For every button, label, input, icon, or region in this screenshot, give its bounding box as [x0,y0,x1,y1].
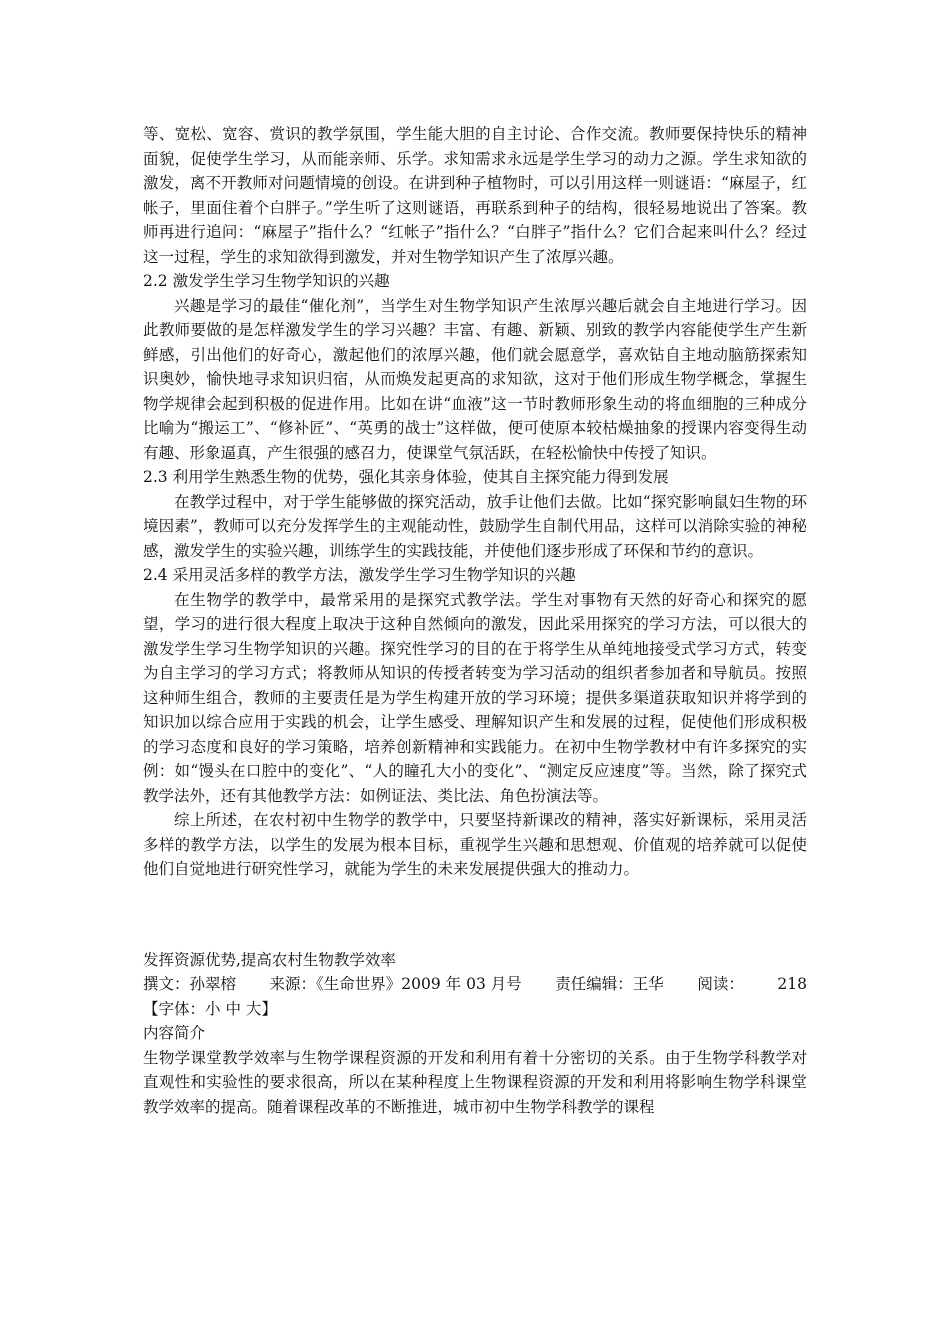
font-size-prefix: 【字体： [143,999,206,1018]
summary-heading: 内容简介 [143,1024,206,1042]
article-paragraph: 在教学过程中，对于学生能够做的探究活动，放手让他们去做。比如“探究影响鼠妇生物的环境因素”，教师可以充分发挥学生的主观能动性，鼓励学生自制代用品，这样可以消除实验的神秘感，激发学生的实验兴趣，训练学生的实践技能，并使他们逐步形成了环保和节约的意识。 [143,492,807,560]
section-heading-2-2: 2.2 激发学生学习生物学知识的兴趣 [143,272,390,290]
article-meta [143,972,807,997]
article-paragraph: 兴趣是学习的最佳“催化剂”，当学生对生物学知识产生浓厚兴趣后就会自主地进行学习。因此教师要做的是怎样激发学生的学习兴趣？丰富、有趣、新颖、别致的教学内容能使学生产生新鲜感，引出他们的好奇心，激起他们的浓厚兴趣，他们就会愿意学，喜欢钻自主地动脑筋探索知识奥妙，愉快地寻求知识归宿，从而焕发起更高的求知欲，这对于他们形成生物学概念，掌握生物学规律会起到积极的促进作用。比如在讲“血液”这一节时教师形象生动的将血细胞的三种成分比喻为“搬运工”、“修补匠”、“英勇的战士”这样做，便可使原本较枯燥抽象的授课内容变得生动有趣、形象逼真，产生很强的感召力，使课堂气氛活跃，在轻松愉快中传授了知识。 [143,296,807,462]
font-size-controls [143,997,807,1022]
section-heading-2-4: 2.4 采用灵活多样的教学方法，激发学生学习生物学知识的兴趣 [143,566,576,584]
section-spacer [143,882,807,948]
font-small-link[interactable]: 小 [205,999,221,1018]
reads-count: 218 [777,975,807,993]
author-label: 撰文：孙翠榕 [143,975,237,993]
font-large-link[interactable]: 大 [245,999,262,1018]
font-size-suffix: 】 [261,999,277,1018]
conclusion-paragraph: 综上所述，在农村初中生物学的教学中，只要坚持新课改的精神，落实好新课标，采用灵活多样的教学方法，以学生的发展为根本目标，重视学生兴趣和思想观、价值观的培养就可以促使他们自觉地进行研究性学习，就能为学生的未来发展提供强大的推动力。 [143,811,807,878]
reads-label: 阅读： [697,975,744,993]
source-label: 来源：《生命世界》2009 年 03 月号 [269,975,522,993]
editor-label: 责任编辑：王华 [555,975,664,993]
document-page [143,122,807,1119]
article-paragraph: 等、宽松、宽容、赏识的教学氛围，学生能大胆的自主讨论、合作交流。教师要保持快乐的精神面貌，促使学生学习，从而能亲师、乐学。求知需求永远是学生学习的动力之源。学生求知欲的激发，离不开教师对问题情境的创设。在讲到种子植物时，可以引用这样一则谜语：“麻屋子，红帐子，里面住着个白胖子。”学生听了这则谜语，再联系到种子的结构，很轻易地说出了答案。教师再进行追问：“麻屋子”指什么？“红帐子”指什么？“白胖子”指什么？它们合起来叫什么？经过这一过程，学生的求知欲得到激发，并对生物学知识产生了浓厚兴趣。 [143,125,807,266]
article-title: 发挥资源优势,提高农村生物教学效率 [143,950,396,969]
summary-paragraph: 生物学课堂教学效率与生物学课程资源的开发和利用有着十分密切的关系。由于生物学科教学对直观性和实验性的要求很高，所以在某种程度上生物课程资源的开发和利用将影响生物学科课堂教学效率的提高。随着课程改革的不断推进，城市初中生物学科教学的课程 [143,1048,807,1116]
section-heading-2-3: 2.3 利用学生熟悉生物的优势，强化其亲身体验，使其自主探究能力得到发展 [143,468,669,486]
article-paragraph: 在生物学的教学中，最常采用的是探究式教学法。学生对事物有天然的好奇心和探究的愿望，学习的进行很大程度上取决于这种自然倾向的激发，因此采用探究的学习方法，可以很大的激发学生学习生物学知识的兴趣。探究性学习的目的在于将学生从单纯地接受式学习方式，转变为自主学习的学习方式；将教师从知识的传授者转变为学习活动的组织者参加者和导航员。按照这种师生组合，教师的主要责任是为学生构建开放的学习环境；提供多渠道获取知识并将学到的知识加以综合应用于实践的机会，让学生感受、理解知识产生和发展的过程，促使他们形成积极的学习态度和良好的学习策略，培养创新精神和实践能力。在初中生物学教材中有许多探究的实例：如“馒头在口腔中的变化”、“人的瞳孔大小的变化”、“测定反应速度”等。当然，除了探究式教学法外，还有其他教学方法：如例证法、类比法、角色扮演法等。 [143,590,807,805]
font-medium-link[interactable]: 中 [225,999,241,1018]
